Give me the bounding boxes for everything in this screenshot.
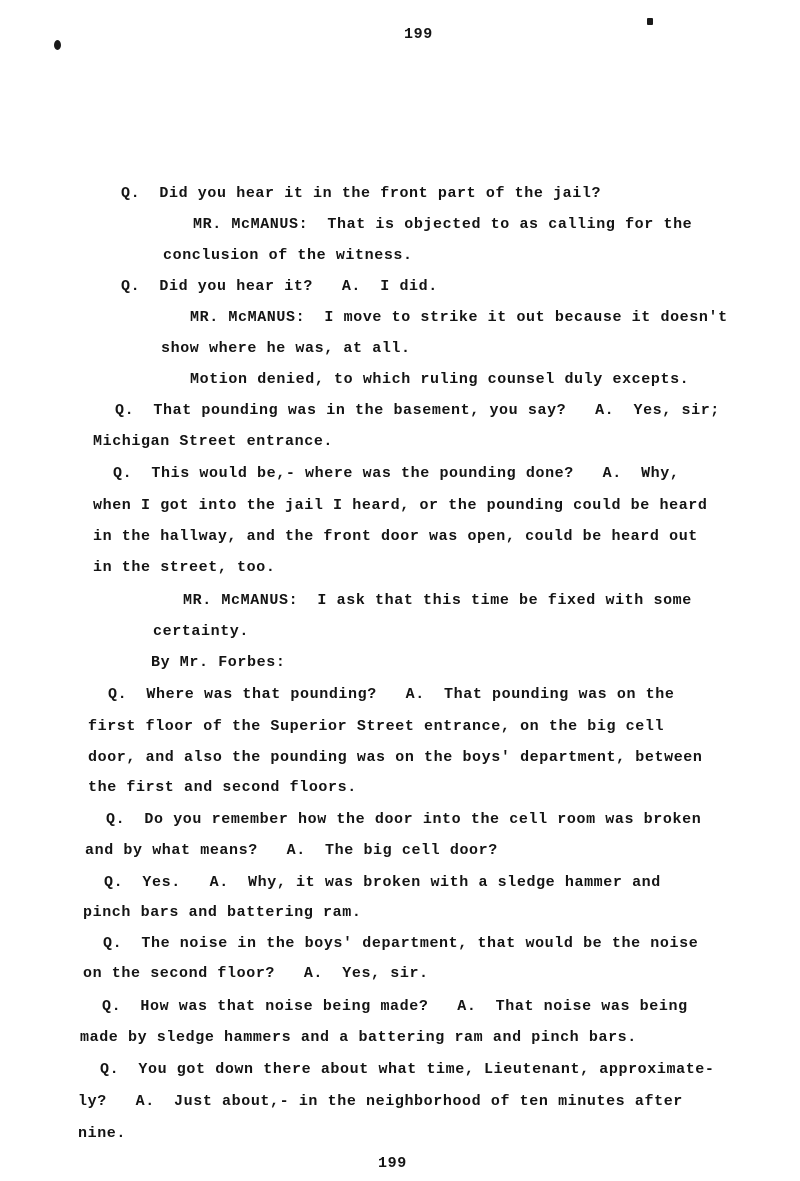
transcript-line: Q. Do you remember how the door into the cell room was broken <box>106 811 702 828</box>
transcript-line: in the hallway, and the front door was open, could be heard out <box>93 528 698 545</box>
transcript-line: MR. McMANUS: That is objected to as calling for the <box>193 216 693 233</box>
transcript-line: the first and second floors. <box>88 779 357 796</box>
transcript-line: door, and also the pounding was on the boys' department, between <box>88 749 703 766</box>
transcript-line: pinch bars and battering ram. <box>83 904 362 921</box>
transcript-line: Q. Where was that pounding? A. That pounding was on the <box>108 686 675 703</box>
transcript-line: Q. That pounding was in the basement, you say? A. Yes, sir; <box>115 402 720 419</box>
transcript-line: Q. Did you hear it in the front part of the jail? <box>121 185 602 202</box>
transcript-line: conclusion of the witness. <box>163 247 413 264</box>
transcript-line: in the street, too. <box>93 559 276 576</box>
transcript-line: certainty. <box>153 623 250 640</box>
transcript-line: and by what means? A. The big cell door? <box>85 842 498 859</box>
transcript-line: Motion denied, to which ruling counsel duly excepts. <box>190 371 690 388</box>
transcript-line: nine. <box>78 1125 127 1142</box>
examiner-heading: By Mr. Forbes: <box>151 654 286 671</box>
transcript-line: Q. Did you hear it? A. I did. <box>121 278 438 295</box>
transcript-line: Q. The noise in the boys' department, that would be the noise <box>103 935 699 952</box>
transcript-line: Michigan Street entrance. <box>93 433 334 450</box>
transcript-line: ly? A. Just about,- in the neighborhood of ten minutes after <box>78 1093 683 1110</box>
transcript-line: show where he was, at all. <box>161 340 411 357</box>
transcript-line: Q. Yes. A. Why, it was broken with a sledge hammer and <box>104 874 661 891</box>
transcript-line: on the second floor? A. Yes, sir. <box>83 965 429 982</box>
punch-hole-mark <box>54 40 61 50</box>
transcript-line: when I got into the jail I heard, or the pounding could be heard <box>93 497 708 514</box>
footer-page-number: 199 <box>378 1155 407 1172</box>
transcript-line: MR. McMANUS: I move to strike it out because it doesn't <box>190 309 728 326</box>
transcript-line: Q. This would be,- where was the pounding done? A. Why, <box>113 465 680 482</box>
transcript-line: made by sledge hammers and a battering ram and pinch bars. <box>80 1029 637 1046</box>
header-page-number: 199 <box>404 26 433 43</box>
transcript-line: Q. How was that noise being made? A. That noise was being <box>102 998 688 1015</box>
transcript-line: Q. You got down there about what time, Lieutenant, approximate- <box>100 1061 715 1078</box>
transcript-line: first floor of the Superior Street entrance, on the big cell <box>88 718 665 735</box>
transcript-line: MR. McMANUS: I ask that this time be fixed with some <box>183 592 692 609</box>
ink-speck-mark <box>647 18 653 25</box>
